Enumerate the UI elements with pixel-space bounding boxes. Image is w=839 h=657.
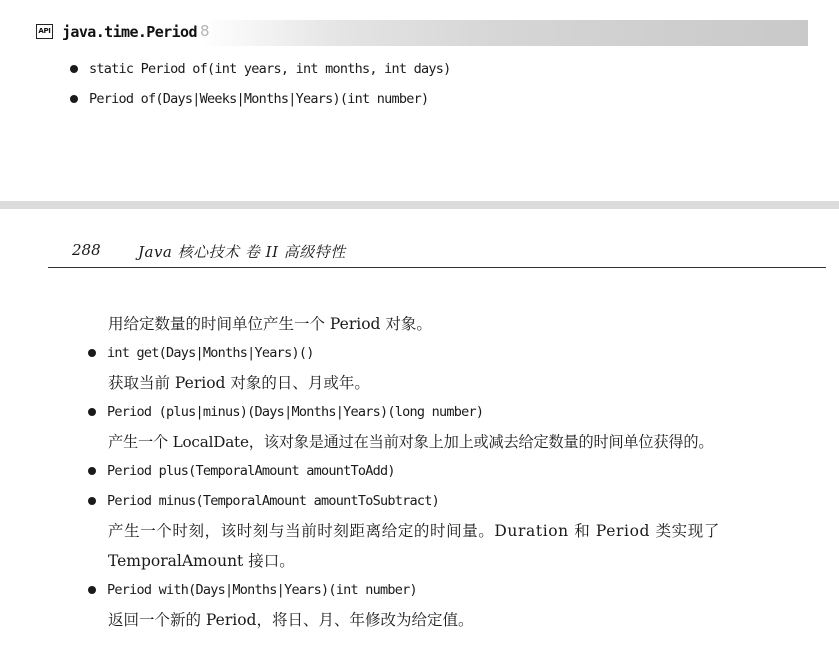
top-page [0,0,839,201]
method-signature: Period (plus|minus)(Days|Months|Years)(long number) [107,404,484,420]
bullet-icon [88,467,96,475]
bullet-icon [70,65,78,73]
method-signature: static Period of(int years, int months, int days) [89,61,451,77]
page-number: 288 [72,241,101,259]
bullet-icon [88,586,96,594]
book-title: Java 核心技术 卷 II 高级特性 [138,243,346,261]
bullet-icon [70,95,78,103]
method-signature: Period minus(TemporalAmount amountToSubtract) [107,493,439,509]
method-description: 返回一个新的 Period，将日、月、年修改为给定值。 [108,611,474,629]
api-since-version: 8 [200,22,210,40]
api-class-name: java.time.Period [62,23,197,41]
method-signature: int get(Days|Months|Years)() [107,345,314,361]
method-description: 产生一个 LocalDate，该对象是通过在当前对象上加上或减去给定数量的时间单位获得的。 [108,433,714,451]
method-signature: Period of(Days|Weeks|Months|Years)(int number) [89,91,429,107]
running-header [48,239,826,268]
page-separator [0,201,839,209]
method-description: 用给定数量的时间单位产生一个 Period 对象。 [108,315,432,333]
method-description: 获取当前 Period 对象的日、月或年。 [108,374,370,392]
bottom-page [0,209,839,657]
api-icon: API [36,24,53,39]
method-description: 产生一个时刻，该时刻与当前时刻距离给定的时间量。Duration 和 Period 类实现了 [108,522,720,540]
bullet-icon [88,408,96,416]
api-header [30,20,808,46]
method-description: TemporalAmount 接口。 [108,552,295,570]
bullet-icon [88,349,96,357]
bullet-icon [88,497,96,505]
method-signature: Period with(Days|Months|Years)(int number) [107,582,417,598]
method-signature: Period plus(TemporalAmount amountToAdd) [107,463,395,479]
